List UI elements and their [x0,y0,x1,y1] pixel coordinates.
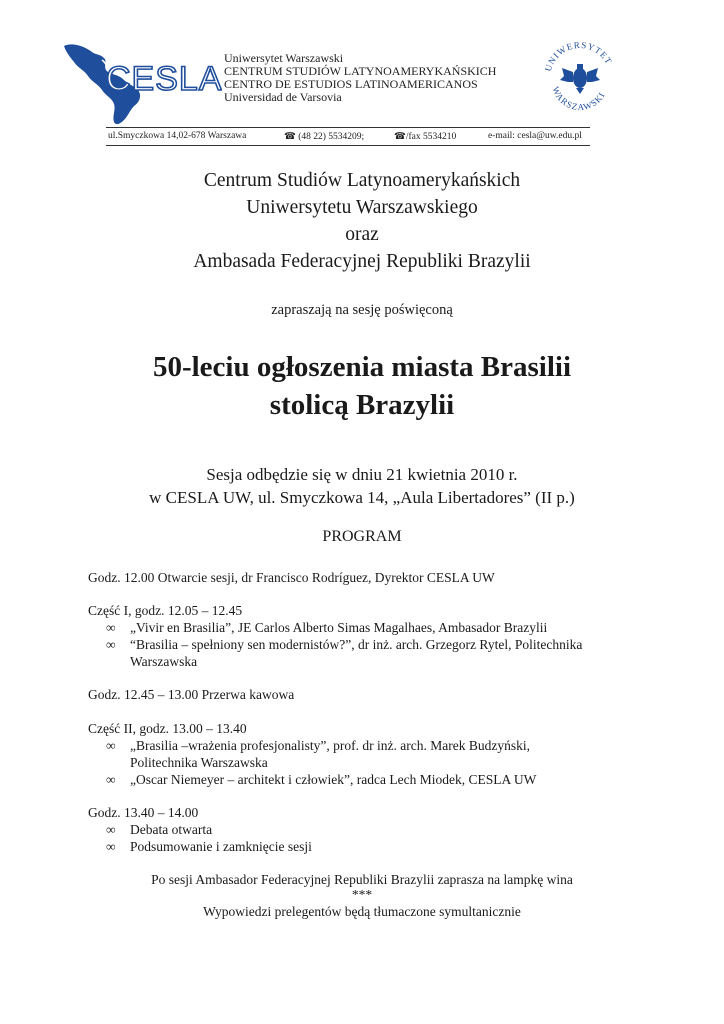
eagle-icon [560,64,600,94]
contact-email[interactable]: e-mail: cesla@uw.edu.pl [488,131,582,141]
bullet-icon: ∞ [106,637,116,652]
university-seal [540,38,620,118]
part1-heading: Część I, godz. 12.05 – 12.45 [88,603,243,618]
program-item: „Oscar Niemeyer – architekt i człowiek”, radca Lech Miodek, CESLA UW [130,772,537,787]
event-title [0,348,724,424]
footer-reception: Po sesji Ambasador Federacyjnej Republiki Brazylii zaprasza na lampkę wina [151,872,573,887]
footer-translation: Wypowiedzi prelegentów będą tłumaczone symultanicznie [203,904,521,919]
organizer-line: Centrum Studiów Latynoamerykańskich [203,170,521,191]
session-date: Sesja odbędzie się w dniu 21 kwietnia 2010 r. [206,465,518,484]
logo-text: CESLA [106,60,222,98]
bullet-icon: ∞ [106,822,116,837]
organizer-line: oraz [345,224,379,245]
header-rule-bottom [106,145,590,146]
institution-line: Uniwersytet Warszawski [224,51,344,65]
bullet-icon: ∞ [106,839,116,854]
institution-line: CENTRUM STUDIÓW LATYNOAMERYKAŃSKICH [224,64,497,78]
contact-address: ul.Smyczkowa 14,02-678 Warszawa [108,131,247,141]
program-break: Godz. 12.45 – 13.00 Przerwa kawowa [88,687,295,702]
part2-heading: Część II, godz. 13.00 – 13.40 [88,721,247,736]
bullet-icon: ∞ [106,738,116,753]
invite-text: zapraszają na sesję poświęconą [271,302,453,318]
footer-separator: *** [351,887,373,902]
program-item: „Brasilia –wrażenia profesjonalisty”, prof. dr inż. arch. Marek Budzyński, Politechnika Warszawska [130,738,530,770]
session-info [0,463,724,509]
session-location: w CESLA UW, ul. Smyczkowa 14, „Aula Libertadores” (II p.) [149,488,575,507]
header-rule-top [106,127,590,128]
program-item: “Brasilia – spełniony sen modernistów?”, dr inż. arch. Grzegorz Rytel, Politechnika Warszawska [130,637,583,669]
title-line: 50-leciu ogłoszenia miasta Brasilii [152,351,572,383]
seal-top-text: UNIWERSYTET [542,39,615,73]
seal-bottom-text: WARSZAWSKI [550,85,608,113]
organizer-line: Uniwersytetu Warszawskiego [246,197,478,218]
contact-phone: ☎ (48 22) 5534209; [284,132,365,142]
organizer-line: Ambasada Federacyjnej Republiki Brazylii [193,251,531,272]
program-item: „Vivir en Brasilia”, JE Carlos Alberto Simas Magalhaes, Ambasador Brazylii [130,620,548,635]
cesla-logo [62,40,222,130]
institution-lines [224,52,496,104]
institution-line: Universidad de Varsovia [224,90,342,104]
program-item: Podsumowanie i zamknięcie sesji [130,839,312,854]
part3-heading: Godz. 13.40 – 14.00 [88,805,199,820]
title-line: stolicą Brazylii [269,389,455,421]
bullet-icon: ∞ [106,620,116,635]
program-opening: Godz. 12.00 Otwarcie sesji, dr Francisco Rodríguez, Dyrektor CESLA UW [88,570,495,585]
program-heading: PROGRAM [322,528,402,545]
bullet-icon: ∞ [106,772,116,787]
institution-line: CENTRO DE ESTUDIOS LATINOAMERICANOS [224,77,478,91]
program-item: Debata otwarta [130,822,213,837]
contact-fax: ☎/fax 5534210 [394,132,457,142]
organizers [0,167,724,275]
